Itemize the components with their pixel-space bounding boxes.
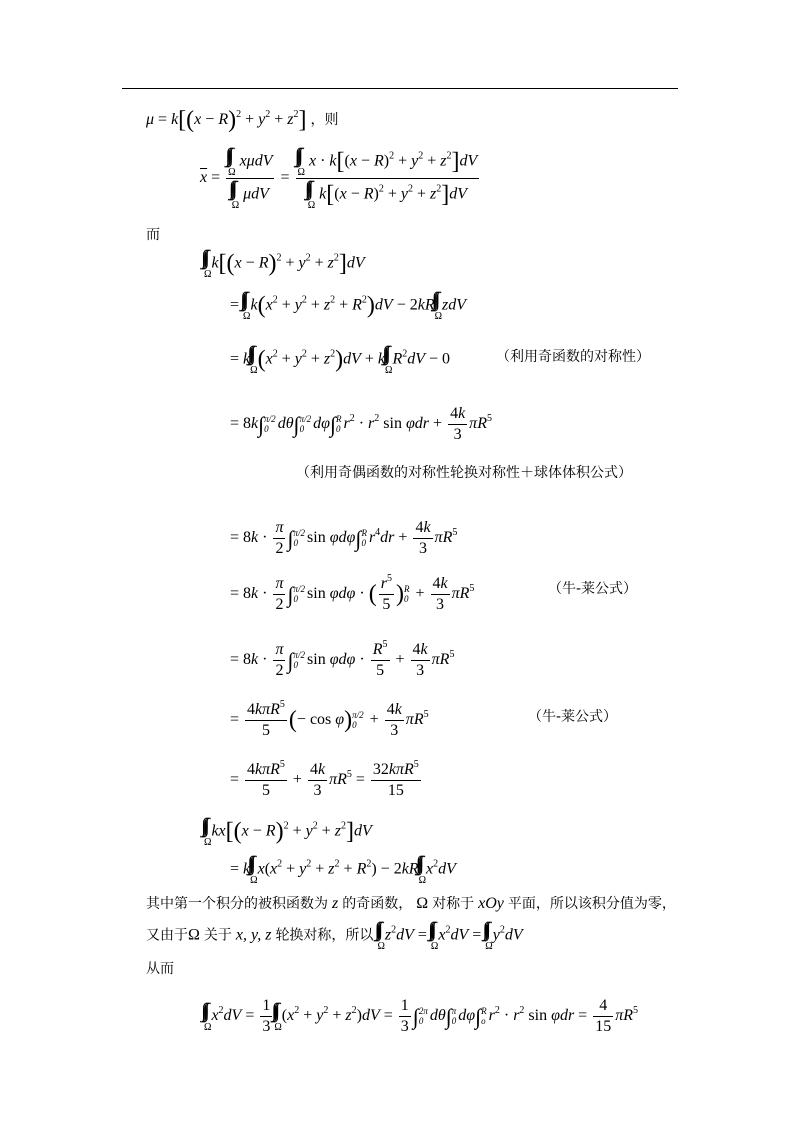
paragraph-explain-1: 其中第一个积分的被积函数为 z 的奇函数， Ω 对称于 xOy 平面，所以该积分值为零， xyxy=(146,895,676,912)
formula-mu-definition: $\mu = k[(x - R)^2 + y^2 + z^2]$ ，则 xyxy=(146,107,339,133)
formula-xbar: $\overline{x}$ = Ω xμdV Ω μdV = Ω $x \cdot k[(x - R)^2 + y^2 + z^2]dV$ Ω $k[(x - R)^2 + y^2 + z^2]dV$ xyxy=(200,146,481,211)
text-then: ，则 xyxy=(310,112,339,128)
formula-integral-j: Ω $kx[(x - R)^2 + y^2 + z^2]dV$ xyxy=(204,818,372,848)
note-newton-leibniz-1: （牛-莱公式） xyxy=(548,581,638,597)
note-newton-leibniz-2: （牛-莱公式） xyxy=(528,709,618,725)
formula-integral-k: = k Ω $x(x^2 + y^2 + z^2 + R^2) - 2kR$ Ω $x^2dV$ xyxy=(230,858,456,886)
formula-integral-c: = k Ω $(x^2 + y^2 + z^2)dV + k$ Ω $R^2dV - 0$ xyxy=(230,346,451,376)
note-odd-symmetry: （利用奇函数的对称性） xyxy=(496,349,650,365)
formula-integral-f: = 8k · $\frac{\pi}{2}$ ∫ π/2 0 sin φdφ · ( $\frac{r^5}{5}$ ) R 0 + $\frac{4k}{3}$ $\pi R^5$ xyxy=(230,573,475,613)
fraction-xbar-1: Ω xμdV Ω μdV xyxy=(226,146,274,211)
formula-integral-g: = 8k · $\frac{\pi}{2}$ ∫ π/2 0 sin φdφ · $\frac{R^5}{5}$ + $\frac{4k}{3}$ $\pi R^5$ xyxy=(230,639,455,679)
text-congrer: 从而 xyxy=(146,961,174,977)
fraction-xbar-2: Ω $x \cdot k[(x - R)^2 + y^2 + z^2]dV$ Ω $k[(x - R)^2 + y^2 + z^2]dV$ xyxy=(296,146,480,211)
formula-final: Ω $x^2dV$ = $\frac{1}{3}$ Ω $(x^2 + y^2 + z^2)dV$ = $\frac{1}{3}$ ∫ 2π 0 dθ∫ π 0 dφ∫ R o $r^2 \cdot r^2$ sin φdr = $\frac{4}{15}$ $\pi R^5$ xyxy=(204,997,638,1035)
header-rule xyxy=(122,88,678,89)
formula-integral-e: = 8k · $\frac{\pi}{2}$ ∫ π/2 0 sin φdφ∫ R 0 $r^4dr$ + $\frac{4k}{3}$ $\pi R^5$ xyxy=(230,519,458,557)
text-er: 而 xyxy=(146,227,160,243)
note-symmetry-volume: （利用奇偶函数的对称性轮换对称性＋球体体积公式） xyxy=(296,465,632,481)
formula-integral-i: = $\frac{4k\pi R^5}{5}$ + $\frac{4k}{3}$ $\pi R^5$ = $\frac{32k\pi R^5}{15}$ xyxy=(230,759,419,799)
formula-integral-b: = Ω $k(x^2 + y^2 + z^2 + R^2)dV - 2kR$ Ω zdV xyxy=(230,292,467,322)
formula-integral-d: = 8k∫ π/2 0 dθ∫ π/2 0 dφ∫ R 0 $r^2 \cdot r^2$ sin φdr + $\frac{4k}{3}$ $\pi R^5$ xyxy=(230,405,492,443)
paragraph-explain-2: 又由于Ω 关于 x, y, z 轮换对称，所以 Ω $z^2dV$ = Ω $x^2dV$ = Ω $y^2dV$ xyxy=(146,924,523,952)
formula-integral-a: Ω $k[(x - R)^2 + y^2 + z^2]dV$ xyxy=(204,250,365,280)
formula-integral-h: = $\frac{4k\pi R^5}{5}$ (− cos φ) π/2 0 + $\frac{4k}{3}$ $\pi R^5$ xyxy=(230,699,429,739)
